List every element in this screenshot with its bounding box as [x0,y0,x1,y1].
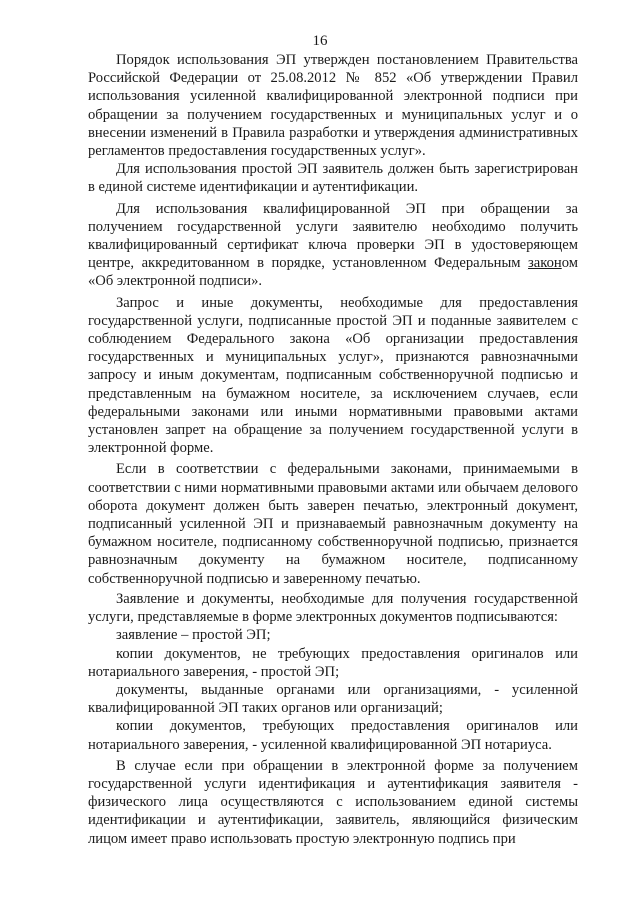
list-item: копии документов, не требующих предоставления оригиналов или нотариального заверения, - простой ЭП; [88,645,578,680]
list-item: копии документов, требующих предоставления оригиналов или нотариального заверения, - усиленной квалифицированной ЭП нотариуса. [88,718,578,753]
paragraph-signing-intro: Заявление и документы, необходимые для получения государственной услуги, представляемые в форме электронных документов подписываются: [88,590,578,626]
paragraph-qualified-signature-text: Для использования квалифицированной ЭП при обращении за получением государственной услуги заявителю необходимо получить квалифицированный сертификат ключа проверки ЭП в удостоверяющем центре, аккредитованном в порядке, установленном Федеральным [88,200,578,272]
paragraph-qualified-signature-tail: ом «Об электронной подписи». [88,255,578,290]
paragraph-simple-signature: Для использования простой ЭП заявитель должен быть зарегистрирован в единой системе идентификации и аутентификации. [88,161,578,196]
paragraph-identification: В случае если при обращении в электронной форме за получением государственной услуги идентификация и аутентификация заявителя - физического лица осуществляются с использованием единой системы идентификации и аутентификации, заявитель, являющийся физическим лицом имеет право использовать простую электронную подпись при [88,757,578,847]
page-number: 16 [312,33,328,49]
paragraph-qualified-signature [88,200,578,291]
paragraph-procedure: Порядок использования ЭП утвержден постановлением Правительства Российской Федерации от 25.08.2012 № 852 «Об утверждении Правил использования усиленной квалифицированной электронной подписи при обращении за получением государственных и муниципальных услуг и о внесении изменений в Правила разработки и утверждения административных регламентов предоставления государственных услуг». [88,52,578,160]
paragraph-seal-requirement: Если в соответствии с федеральными законами, принимаемыми в соответствии с ними нормативными правовыми актами или обычаем делового оборота документ должен быть заверен печатью, электронный документ, подписанный усиленной ЭП и признаваемый равнозначным документу на бумажном носителе, подписанному собственноручной подписью, признается равнозначным документу на бумажном носителе, подписанному собственноручной подписью и заверенному печатью. [88,461,578,587]
paragraph-request-documents: Запрос и иные документы, необходимые для предоставления государственной услуги, подписанные простой ЭП и поданные заявителем с соблюдением Федерального закона «Об организации предоставления государственных и муниципальных услуг», признаются равнозначными запросу и иным документам, подписанным собственноручной подписью и представленным на бумажном носителе, за исключением случаев, если федеральными законами или иными нормативными правовыми актами установлен запрет на обращение за получением государственной услуги в электронной форме. [88,294,578,457]
law-link[interactable]: закон [528,255,562,272]
list-item: заявление – простой ЭП; [116,627,271,644]
list-item: документы, выданные органами или организациями, - усиленной квалифицированной ЭП таких органов или организаций; [88,681,578,717]
document-body [88,51,578,848]
